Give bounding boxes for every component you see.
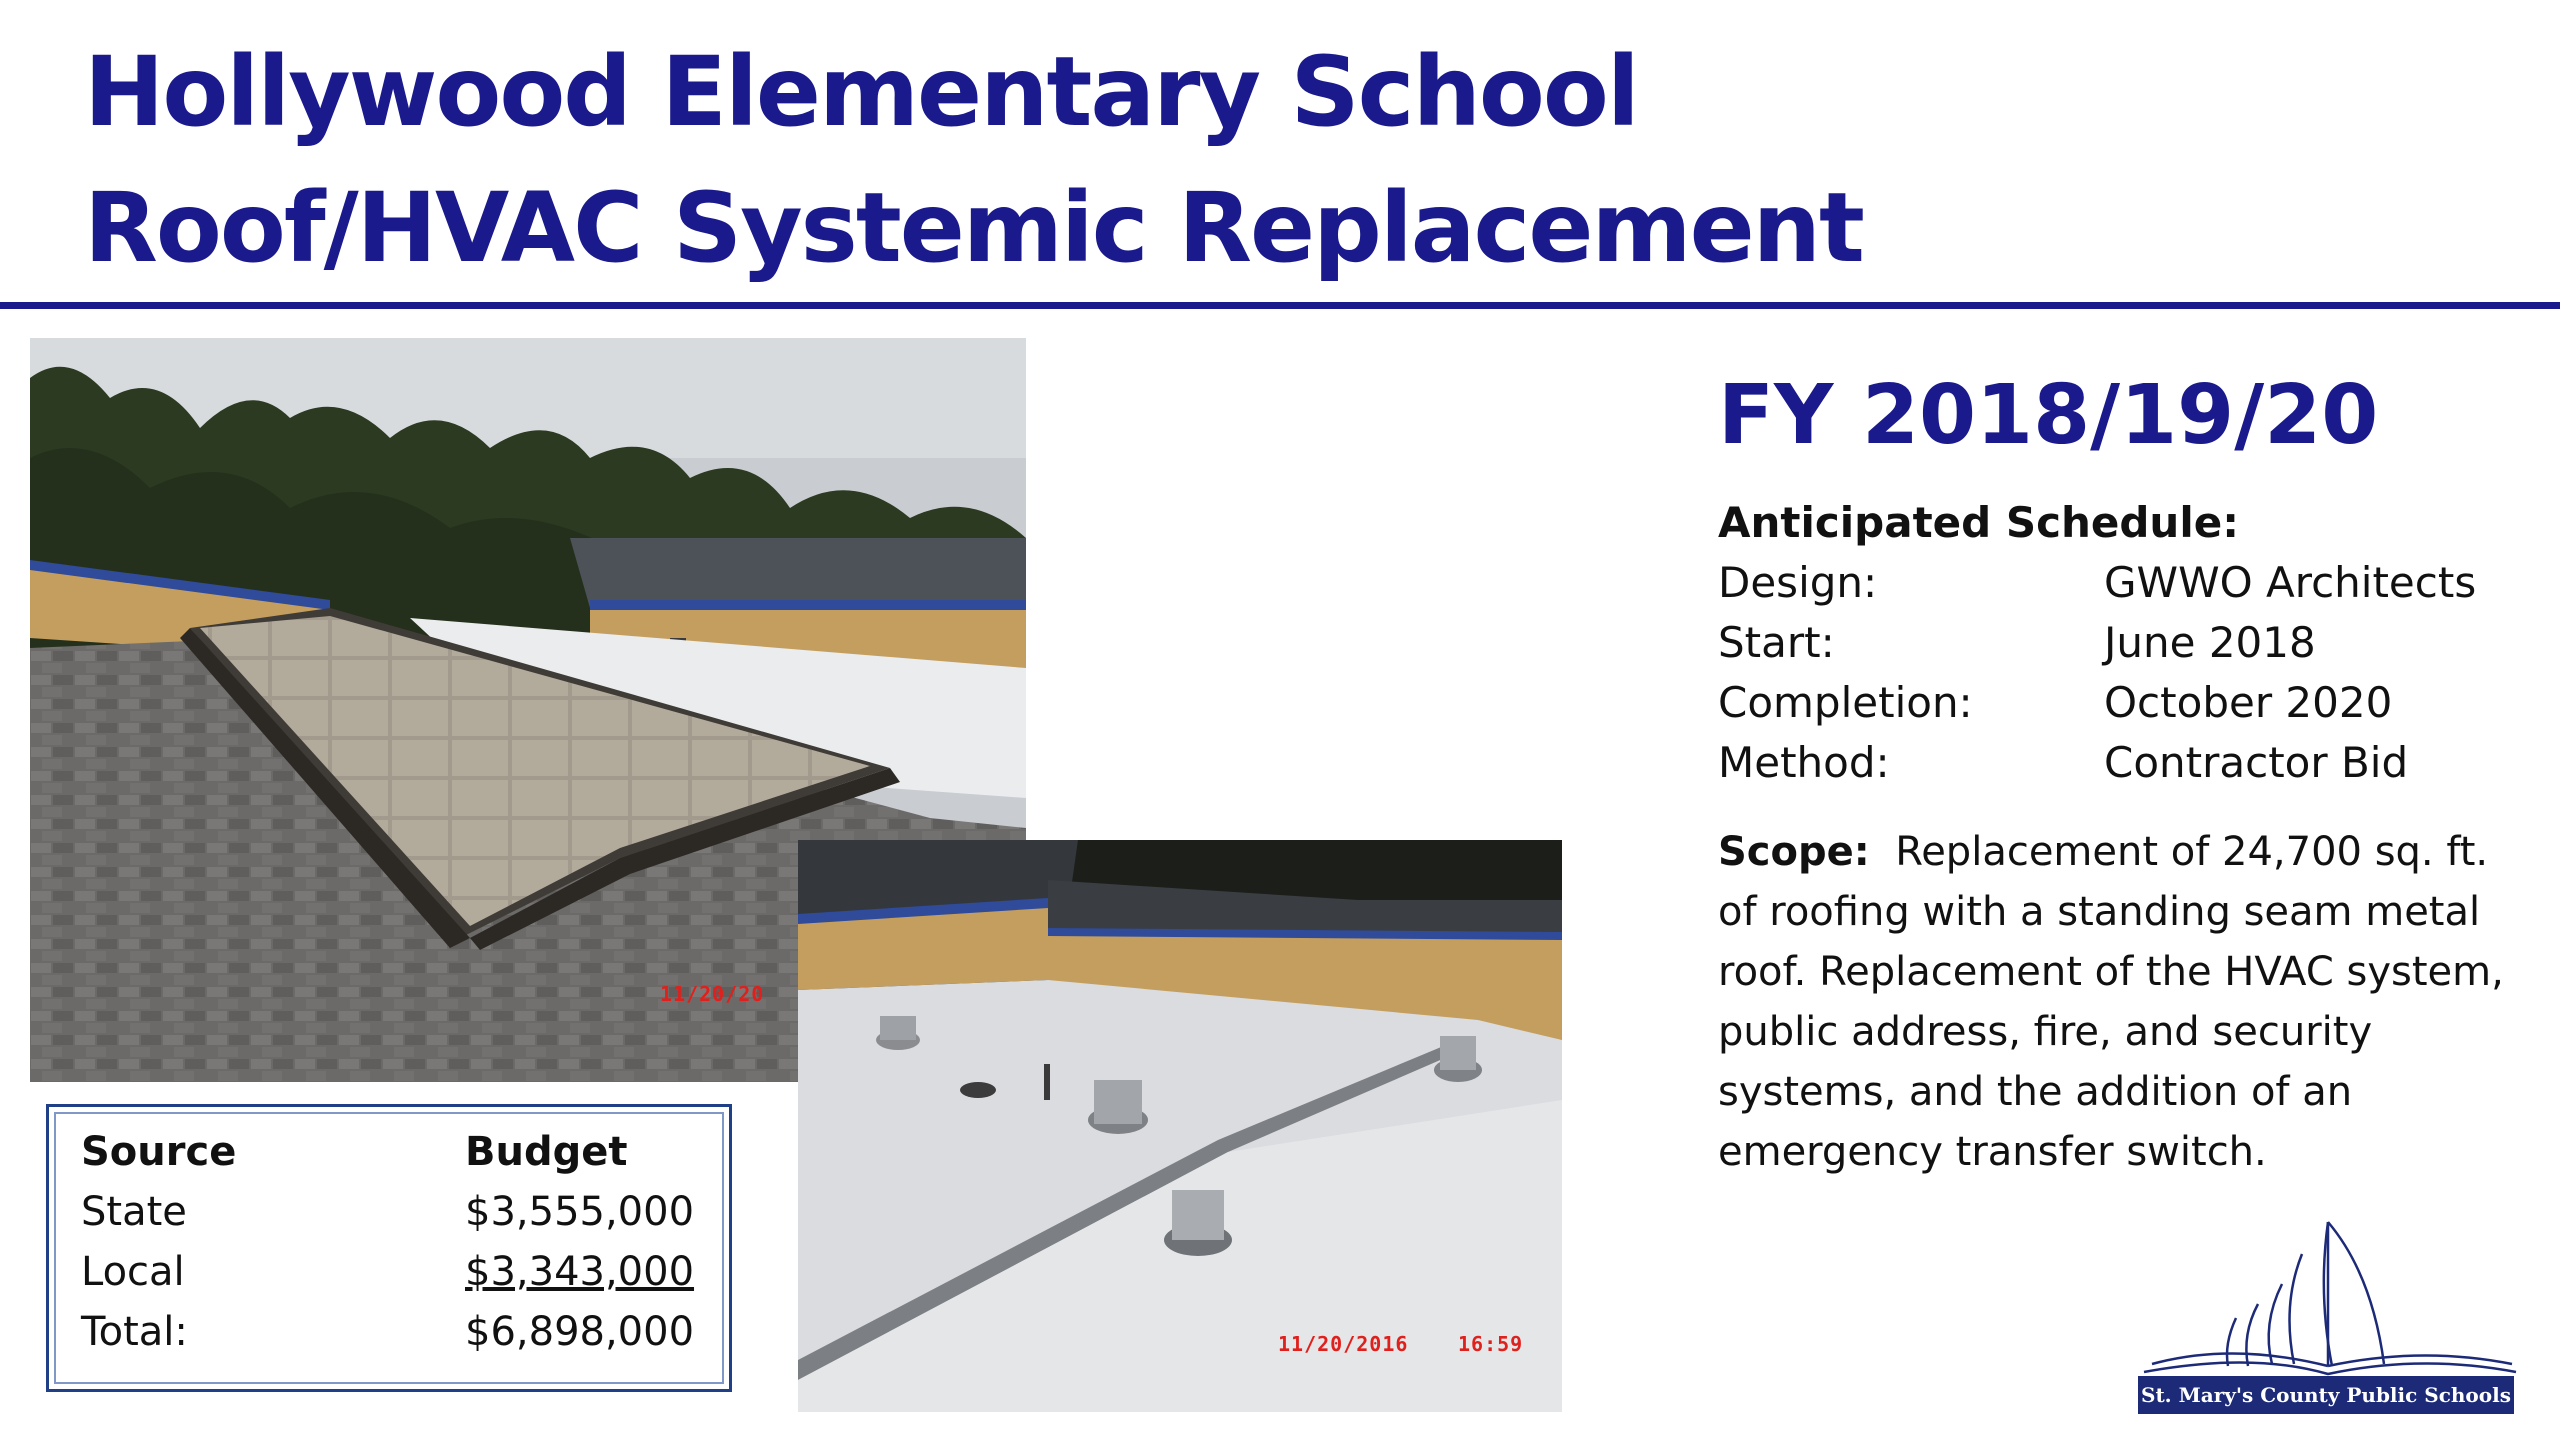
- budget-amount: $6,898,000: [465, 1309, 695, 1355]
- scope-label: Scope:: [1718, 829, 1870, 875]
- budget-header-row: [81, 1129, 628, 1175]
- photo-date-stamp: 11/20/2016: [1278, 1332, 1409, 1356]
- budget-row: [81, 1309, 695, 1355]
- budget-source: Total:: [81, 1309, 188, 1355]
- photo-date-stamp: 11/20/20: [660, 982, 765, 1006]
- schedule-value: GWWO Architects: [2104, 558, 2477, 607]
- budget-header-source: Source: [81, 1129, 237, 1175]
- school-district-logo: [2132, 1214, 2520, 1418]
- budget-amount: $3,343,000: [465, 1249, 695, 1295]
- schedule-label: Completion:: [1718, 678, 1973, 727]
- schedule-label: Design:: [1718, 558, 1878, 607]
- schedule-label: Start:: [1718, 618, 1835, 667]
- logo-text: St. Mary's County Public Schools: [2138, 1376, 2514, 1414]
- fiscal-year-heading: FY 2018/19/20: [1718, 368, 2379, 463]
- budget-row: [81, 1249, 695, 1295]
- budget-amount: $3,555,000: [465, 1189, 695, 1235]
- schedule-row: [1718, 678, 2393, 727]
- budget-source: Local: [81, 1249, 185, 1295]
- schedule-row: [1718, 618, 2316, 667]
- schedule-value: October 2020: [2104, 678, 2393, 727]
- title-divider: [0, 302, 2560, 309]
- budget-header-budget: Budget: [465, 1129, 628, 1175]
- budget-table: [46, 1104, 732, 1392]
- schedule-row: [1718, 738, 2409, 787]
- schedule-value: Contractor Bid: [2104, 738, 2409, 787]
- schedule-label: Method:: [1718, 738, 1890, 787]
- scope-text: Replacement of 24,700 sq. ft. of roofing with a standing seam metal roof. Replacement of the HVAC system, public address, fire, and security systems, and the addition of an emergency transfer switch.: [1718, 829, 2504, 1175]
- roof-photo-flat: [798, 840, 1562, 1412]
- scope-paragraph: [1718, 822, 2518, 1182]
- budget-source: State: [81, 1189, 187, 1235]
- schedule-row: [1718, 558, 2477, 607]
- budget-row: [81, 1189, 695, 1235]
- photo-time-stamp: 16:59: [1458, 1332, 1524, 1356]
- page-title-line-1: Hollywood Elementary School: [84, 36, 1638, 148]
- schedule-heading: Anticipated Schedule:: [1718, 498, 2240, 547]
- page-title-line-2: Roof/HVAC Systemic Replacement: [84, 172, 1863, 284]
- schedule-value: June 2018: [2104, 618, 2316, 667]
